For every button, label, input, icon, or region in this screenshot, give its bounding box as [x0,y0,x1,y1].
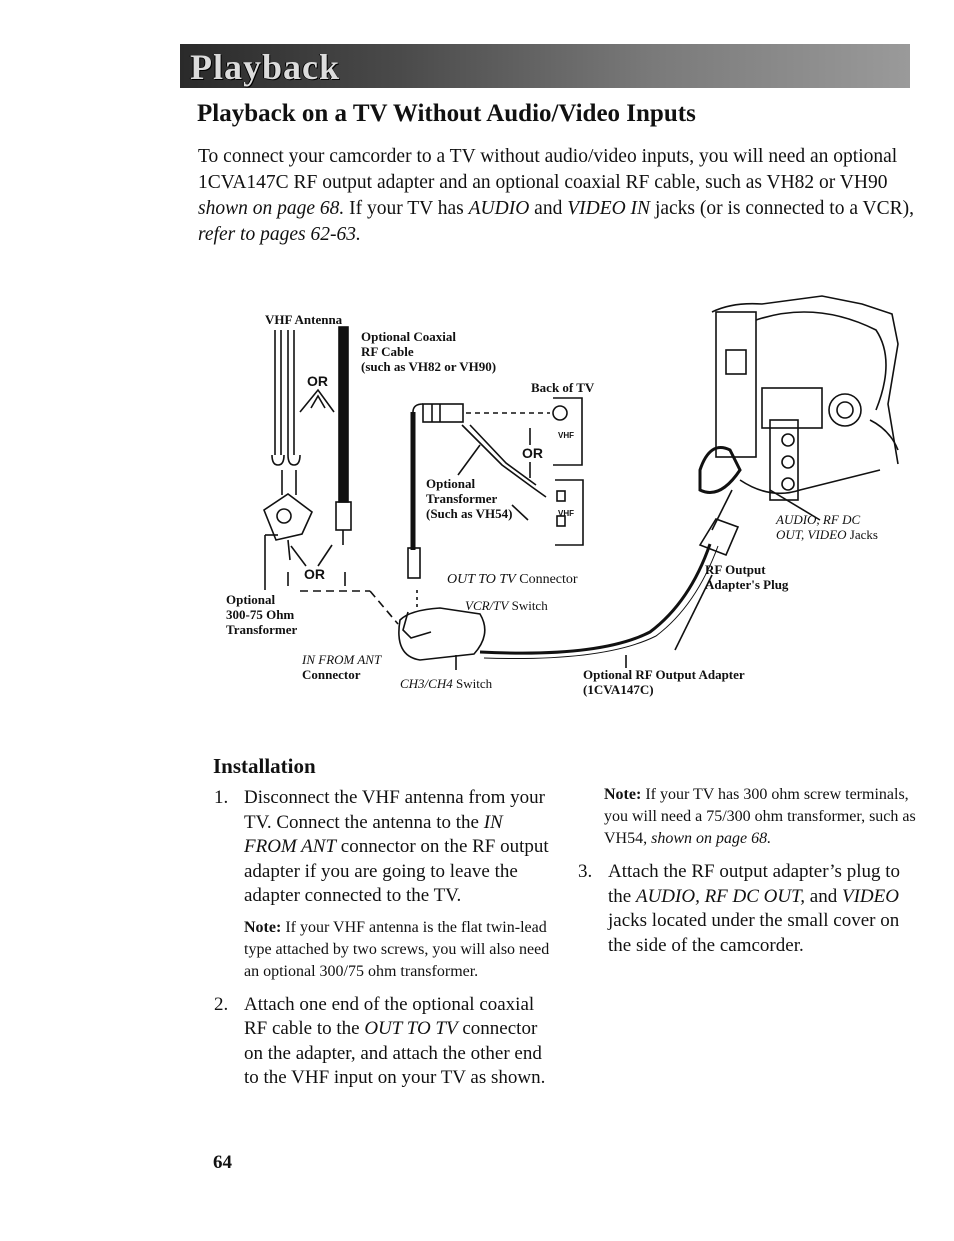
rf-output-plug-label: RF Output Adapter's Plug [705,562,789,592]
step-3: 3. Attach the RF output adapter’s plug to the AUDIO, RF DC OUT, and VIDEO jacks located under the small cover on the side of the camcorder. [578,861,900,956]
installation-heading: Installation [213,754,316,778]
step-1: 1. Disconnect the VHF antenna from your TV. Connect the antenna to the IN FROM ANT connector on the RF output adapter if you are going to leave the adapter connected to the TV. [214,787,549,906]
ch3-ch4-switch-label: CH3/CH4 Switch [400,676,493,691]
page-number: 64 [213,1152,232,1173]
rf-output-adapter-label: Optional RF Output Adapter (1CVA147C) [583,667,745,697]
page-title: Playback on a TV Without Audio/Video Inputs [197,100,696,127]
camcorder-illustration [700,296,898,530]
section-banner-label: Playback [190,47,341,87]
or-label-transformer: OR [304,566,325,582]
optional-300-75-transformer-label: Optional 300-75 Ohm Transformer [226,592,298,637]
vhf-antenna-label: VHF Antenna [265,312,343,327]
back-of-tv-label: Back of TV [531,380,595,395]
vhf-terminal-label-2: VHF [558,509,574,518]
tv-back-panel-illustration [530,398,583,545]
installation-right-column [578,778,923,966]
coax-cable-label: Optional Coaxial RF Cable (such as VH82 or VH90) [361,329,497,374]
rf-output-adapter-illustration [399,519,738,670]
note-300-ohm: Note: If your TV has 300 ohm screw terminals, you will need a 75/300 ohm transformer, such as VH54, shown on page 68. [604,786,916,847]
installation-left-column [214,786,559,1099]
coax-antenna-illustration [336,327,351,545]
vhf-terminal-label-1: VHF [558,431,574,440]
intro-paragraph: To connect your camcorder to a TV without audio/video inputs, you will need an optional 1CVA147C RF output adapter and an optional coaxial RF cable, such as VH82 or VH90 shown on page 68. If your TV has AUDIO and VIDEO IN jacks (or is connected to a VCR), refer to pages 62-63. [198,145,914,245]
in-from-ant-connector-label: IN FROM ANT Connector [302,652,382,682]
step-2: 2. Attach one end of the optional coaxial RF cable to the OUT TO TV connector on the adapter, and attach the other end to the VHF input on your TV as shown. [214,993,546,1088]
jacks-label: AUDIO, RF DC OUT, VIDEO Jacks [776,512,878,542]
or-label-tv: OR [522,445,543,461]
vcr-tv-switch-label: VCR/TV Switch [465,598,548,613]
optional-transformer-label: Optional Transformer (Such as VH54) [426,476,513,521]
twin-lead-antenna-illustration [272,330,334,495]
out-to-tv-connector-label: OUT TO TV Connector [447,572,578,587]
or-label-antenna: OR [307,373,328,389]
note-twin-lead: Note: If your VHF antenna is the flat twin-lead type attached by two screws, you will also need an optional 300/75 ohm transformer. [244,918,550,980]
